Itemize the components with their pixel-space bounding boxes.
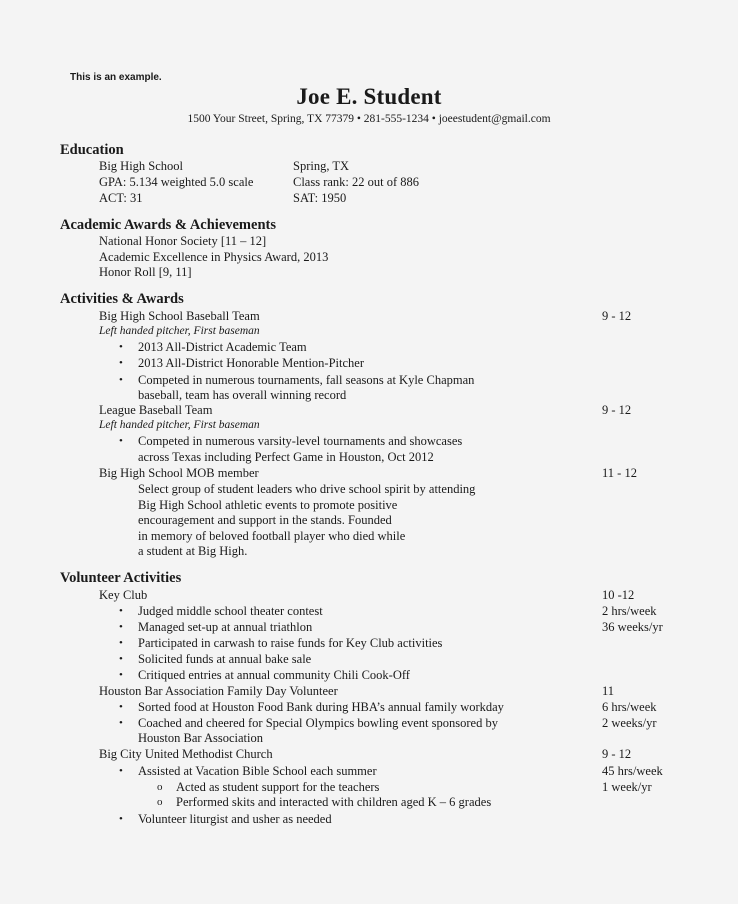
section-education-title: Education [60, 142, 124, 158]
activity-baseball-role: Left handed pitcher, First baseman [99, 325, 260, 337]
contact-line: 1500 Your Street, Spring, TX 77379 • 281-555-1234 • joeestudent@gmail.com [187, 113, 551, 125]
volunteer-church-name: Big City United Methodist Church [99, 747, 273, 761]
volunteer-houston-years: 11 [602, 684, 615, 698]
activity-description: in memory of beloved football player who died while [138, 529, 406, 543]
bullet-icon: • [119, 813, 123, 825]
school-location: Spring, TX [293, 159, 350, 173]
activity-baseball-name: Big High School Baseball Team [99, 309, 260, 323]
volunteer-hours: 2 hrs/week [602, 604, 657, 618]
activity-description: Select group of student leaders who drive school spirit by attending [138, 482, 476, 496]
bullet-icon: • [119, 357, 123, 369]
activity-league-name: League Baseball Team [99, 403, 213, 417]
volunteer-hours: 6 hrs/week [602, 700, 657, 714]
award-item: Academic Excellence in Physics Award, 2013 [99, 250, 329, 264]
volunteer-hours: 1 week/yr [602, 780, 652, 794]
activity-bullet: 2013 All-District Honorable Mention-Pitcher [138, 356, 365, 370]
volunteer-bullet: Volunteer liturgist and usher as needed [138, 812, 332, 826]
bullet-icon: • [119, 653, 123, 665]
volunteer-houston-name: Houston Bar Association Family Day Volunteer [99, 684, 338, 698]
act-score: ACT: 31 [99, 191, 143, 205]
bullet-icon: • [119, 341, 123, 353]
activity-bullet: Competed in numerous tournaments, fall seasons at Kyle Chapman [138, 373, 475, 387]
activity-bullet-continued: across Texas including Perfect Game in Houston, Oct 2012 [138, 450, 434, 464]
school-name: Big High School [99, 159, 184, 173]
bullet-icon: • [119, 374, 123, 386]
bullet-icon: • [119, 435, 123, 447]
volunteer-sub-bullet: Performed skits and interacted with children aged K – 6 grades [176, 795, 492, 809]
student-name: Joe E. Student [296, 84, 442, 109]
volunteer-keyclub-years: 10 -12 [602, 588, 635, 602]
volunteer-bullet-continued: Houston Bar Association [138, 731, 263, 745]
activity-league-role: Left handed pitcher, First baseman [99, 419, 260, 431]
bullet-icon: • [119, 621, 123, 633]
activity-description: a student at Big High. [138, 544, 248, 558]
activity-mob-years: 11 - 12 [602, 466, 637, 480]
volunteer-bullet: Judged middle school theater contest [138, 604, 323, 618]
volunteer-bullet: Participated in carwash to raise funds for Key Club activities [138, 636, 443, 650]
activity-bullet-continued: baseball, team has overall winning record [138, 388, 347, 402]
bullet-icon: • [119, 701, 123, 713]
activity-description: Big High School athletic events to promote positive [138, 498, 398, 512]
bullet-icon: • [119, 717, 123, 729]
activity-mob-name: Big High School MOB member [99, 466, 259, 480]
example-note: This is an example. [70, 72, 162, 83]
volunteer-hours: 2 weeks/yr [602, 716, 657, 730]
activity-description: encouragement and support in the stands. Founded [138, 513, 392, 527]
bullet-icon: • [119, 637, 123, 649]
bullet-icon: • [119, 765, 123, 777]
volunteer-bullet: Coached and cheered for Special Olympics bowling event sponsored by [138, 716, 498, 730]
volunteer-bullet: Managed set-up at annual triathlon [138, 620, 313, 634]
activity-bullet: Competed in numerous varsity-level tournaments and showcases [138, 434, 463, 448]
volunteer-hours: 36 weeks/yr [602, 620, 663, 634]
class-rank: Class rank: 22 out of 886 [293, 175, 420, 189]
section-activities-title: Activities & Awards [60, 291, 184, 307]
section-awards-title: Academic Awards & Achievements [60, 217, 276, 233]
volunteer-sub-bullet: Acted as student support for the teachers [176, 780, 380, 794]
award-item: Honor Roll [9, 11] [99, 265, 192, 279]
sat-score: SAT: 1950 [293, 191, 347, 205]
gpa: GPA: 5.134 weighted 5.0 scale [99, 175, 254, 189]
award-item: National Honor Society [11 – 12] [99, 234, 267, 248]
circle-bullet-icon: o [157, 796, 163, 808]
volunteer-bullet: Critiqued entries at annual community Chili Cook-Off [138, 668, 410, 682]
volunteer-church-years: 9 - 12 [602, 747, 632, 761]
volunteer-keyclub-name: Key Club [99, 588, 148, 602]
volunteer-bullet: Assisted at Vacation Bible School each summer [138, 764, 377, 778]
bullet-icon: • [119, 605, 123, 617]
activity-bullet: 2013 All-District Academic Team [138, 340, 307, 354]
circle-bullet-icon: o [157, 781, 163, 793]
activity-baseball-years: 9 - 12 [602, 309, 632, 323]
section-volunteer-title: Volunteer Activities [60, 570, 182, 586]
activity-league-years: 9 - 12 [602, 403, 632, 417]
volunteer-bullet: Solicited funds at annual bake sale [138, 652, 312, 666]
volunteer-hours: 45 hrs/week [602, 764, 663, 778]
bullet-icon: • [119, 669, 123, 681]
volunteer-bullet: Sorted food at Houston Food Bank during HBA’s annual family workday [138, 700, 504, 714]
